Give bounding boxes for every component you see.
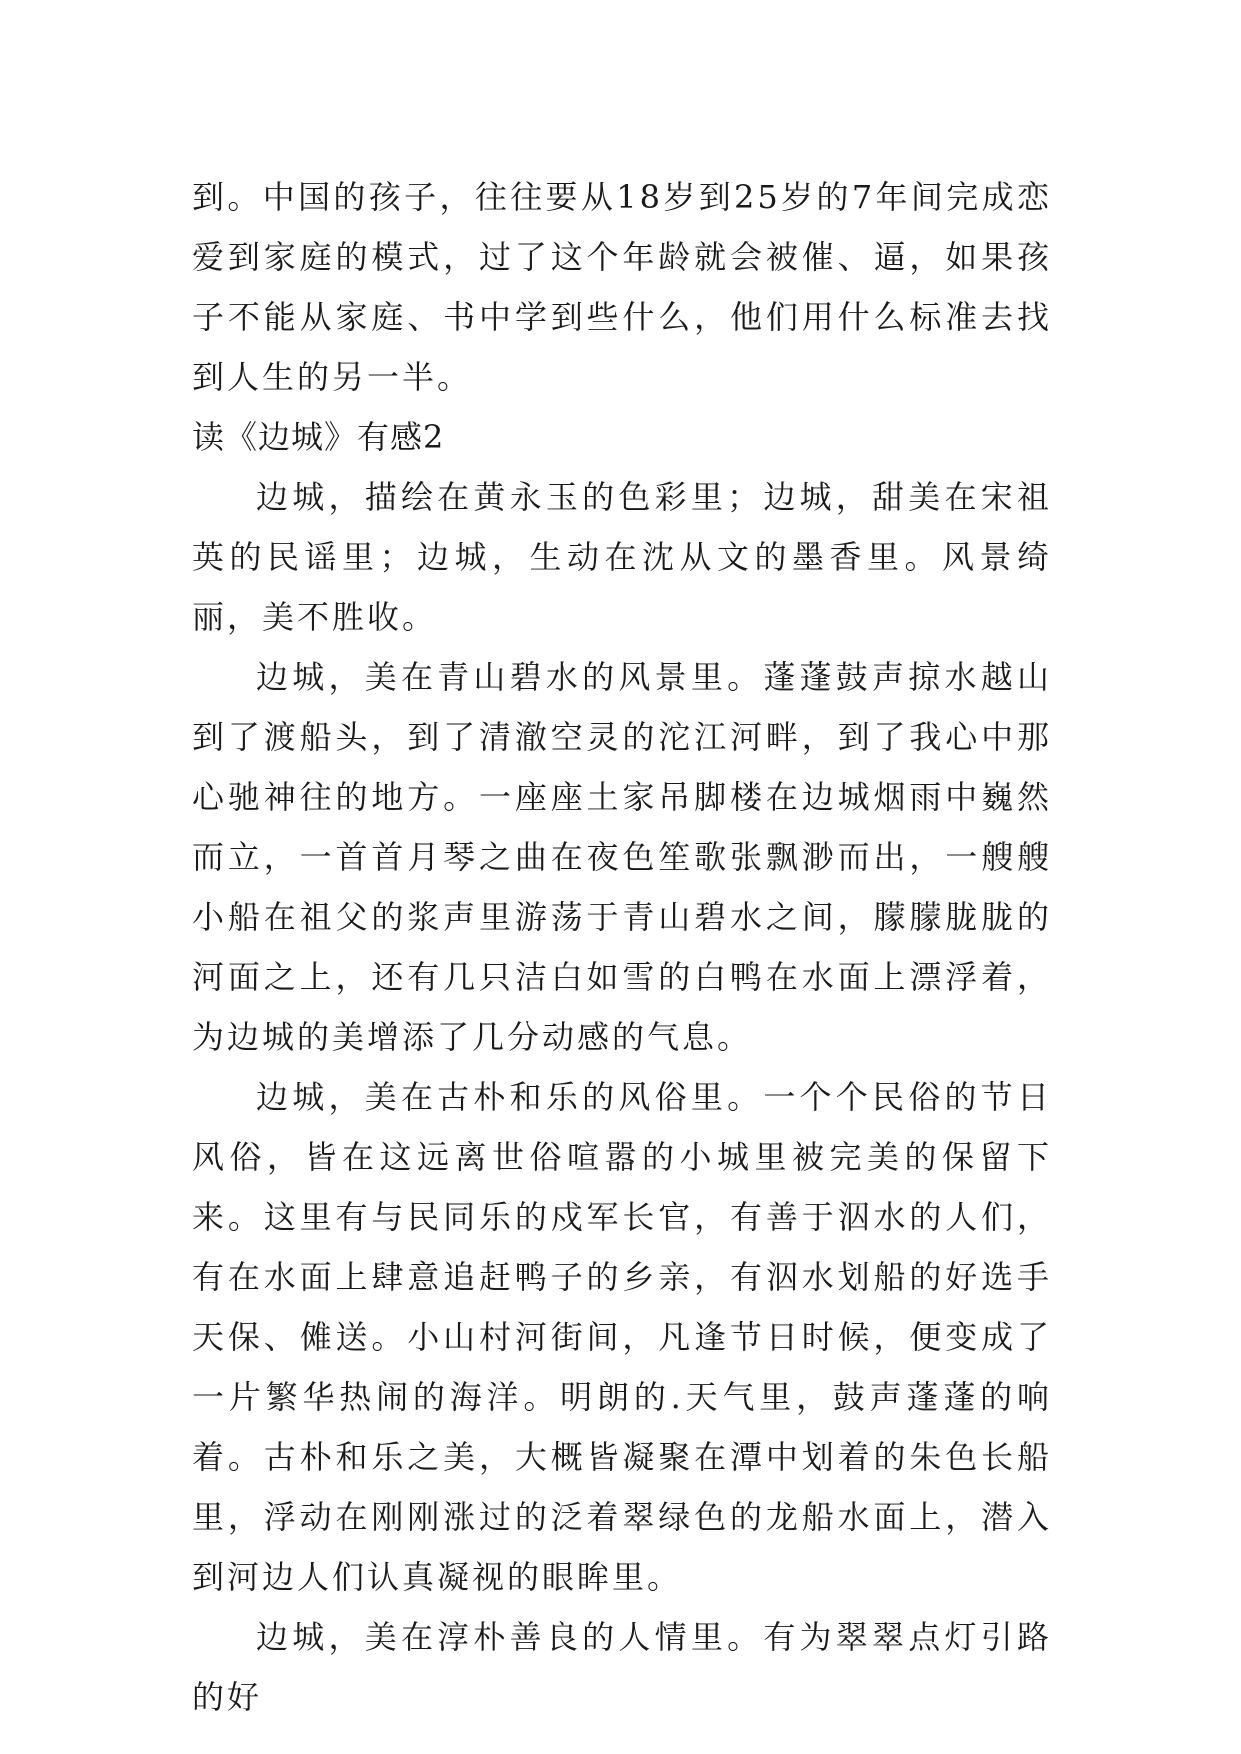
paragraph: 边城，美在青山碧水的风景里。蓬蓬鼓声掠水越山到了渡船头，到了清澈空灵的沱江河畔，到了我心中那心驰神往的地方。一座座土家吊脚楼在边城烟雨中巍然而立，一首首月琴之曲在夜色笙歌张飘渺而出，一艘艘小船在祖父的浆声里游荡于青山碧水之间，朦朦胧胧的河面之上，还有几只洁白如雪的白鸭在水面上漂浮着，为边城的美增添了几分动感的气息。 bbox=[192, 658, 1052, 1056]
paragraph: 边城，描绘在黄永玉的色彩里；边城，甜美在宋祖英的民谣里；边城，生动在沈从文的墨香里。风景绮丽，美不胜收。 bbox=[192, 478, 1052, 636]
section-heading: 读《边城》有感2 bbox=[192, 418, 445, 456]
paragraph: 边城，美在古朴和乐的风俗里。一个个民俗的节日风俗，皆在这远离世俗喧嚣的小城里被完美的保留下来。这里有与民同乐的戍军长官，有善于泅水的人们，有在水面上肆意追赶鸭子的乡亲，有泅水划船的好选手天保、傩送。小山村河街间，凡逢节日时候，便变成了一片繁华热闹的海洋。明朗的.天气里，鼓声蓬蓬的响着。古朴和乐之美，大概皆凝聚在潭中划着的朱色长船里，浮动在刚刚涨过的泛着翠绿色的龙船水面上，潜入到河边人们认真凝视的眼眸里。 bbox=[192, 1078, 1052, 1596]
paragraph-continuation: 到。中国的孩子，往往要从18岁到25岁的7年间完成恋爱到家庭的模式，过了这个年龄就会被催、逼，如果孩子不能从家庭、书中学到些什么，他们用什么标准去找到人生的另一半。 bbox=[192, 178, 1052, 396]
paragraph: 边城，美在淳朴善良的人情里。有为翠翠点灯引路的好 bbox=[192, 1618, 1052, 1716]
document-body bbox=[192, 167, 1052, 1727]
